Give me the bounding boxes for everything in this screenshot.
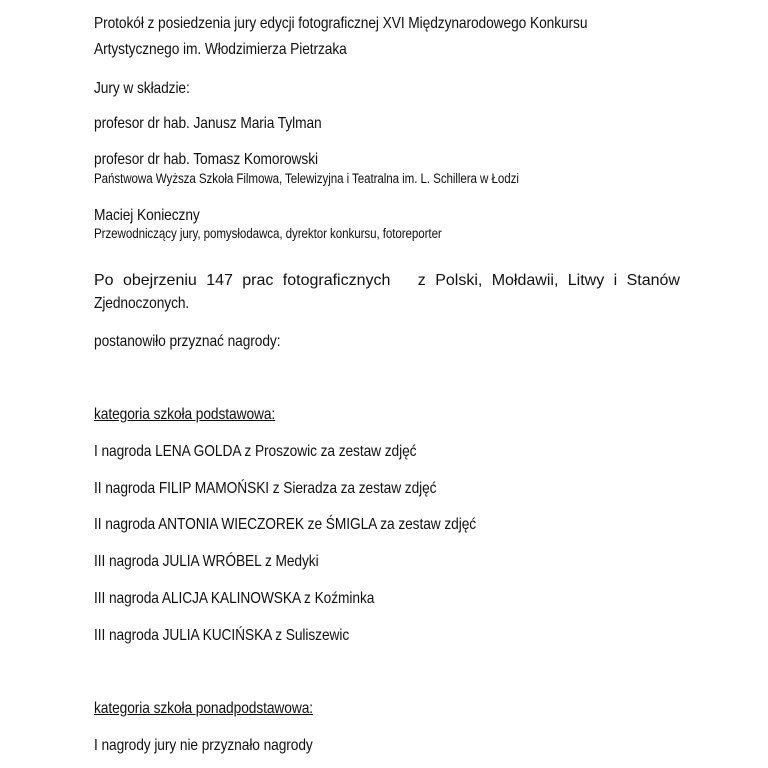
award-item: II nagroda ANTONIA WIECZOREK ze ŚMIGLA za zestaw zdjęć (94, 516, 477, 533)
review-word: z (417, 272, 426, 289)
review-word: Litwy (567, 272, 605, 289)
jury-heading: Jury w składzie: (94, 80, 190, 97)
jury-member-name: profesor dr hab. Tomasz Komorowski (94, 151, 318, 168)
review-word: Stanów (626, 272, 680, 289)
category-title-secondary-school: kategoria szkoła ponadpodstawowa: (94, 700, 314, 717)
review-word: Polski, (435, 272, 483, 289)
review-word: i (613, 272, 618, 289)
review-word: 147 (206, 272, 233, 289)
document-title-line-1: Protokół z posiedzenia jury edycji fotograficznej XVI Międzynarodowego Konkursu (94, 15, 588, 32)
award-item: III nagroda JULIA KUCIŃSKA z Suliszewic (94, 627, 350, 644)
review-word: Mołdawii, (491, 272, 559, 289)
decision-text: postanowiło przyznać nagrody: (94, 333, 281, 350)
review-sentence-line-1 (94, 271, 680, 291)
award-item: I nagroda LENA GOLDA z Proszowic za zestaw zdjęć (94, 443, 417, 460)
award-item: III nagroda JULIA WRÓBEL z Medyki (94, 553, 319, 570)
review-word: prac (242, 272, 274, 289)
review-word: fotograficznych (282, 272, 391, 289)
award-item: I nagrody jury nie przyznało nagrody (94, 737, 313, 754)
category-title-primary-school: kategoria szkoła podstawowa: (94, 406, 276, 423)
review-sentence-line-2: Zjednoczonych. (94, 295, 190, 312)
award-item: II nagroda FILIP MAMOŃSKI z Sieradza za zestaw zdjęć (94, 480, 437, 497)
document-title-line-2: Artystycznego im. Włodzimierza Pietrzaka (94, 41, 347, 58)
jury-member-affiliation: Państwowa Wyższa Szkoła Filmowa, Telewizyjna i Teatralna im. L. Schillera w Łodzi (94, 171, 519, 186)
jury-member-affiliation: Przewodniczący jury, pomysłodawca, dyrektor konkursu, fotoreporter (94, 226, 442, 241)
review-word: obejrzeniu (122, 272, 197, 289)
jury-member-name: Maciej Konieczny (94, 207, 200, 224)
award-item: III nagroda ALICJA KALINOWSKA z Koźminka (94, 590, 375, 607)
jury-member-name: profesor dr hab. Janusz Maria Tylman (94, 115, 322, 132)
review-word: Po (94, 272, 114, 289)
